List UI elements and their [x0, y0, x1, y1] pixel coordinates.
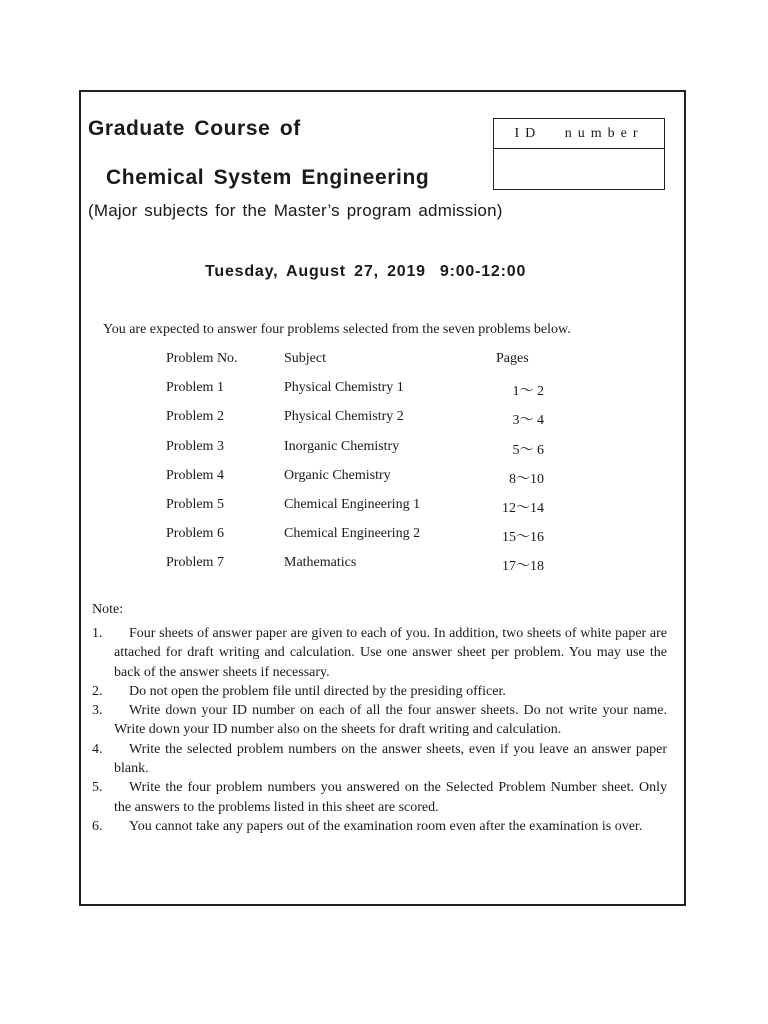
exam-datetime — [205, 263, 526, 281]
exam-time: 9:00-12:00 — [439, 263, 527, 280]
note-number: 5. — [92, 780, 103, 796]
note-number: 2. — [92, 683, 103, 699]
note-text: Four sheets of answer paper are given to each of you. In addition, two sheets of white paper are attached for draft writing and calculation. Use one answer sheet per problem. You may use the back of the answer sheets if necessary. — [114, 626, 667, 680]
subtitle: (Major subjects for the Master’s program admission) — [88, 201, 503, 220]
note-number: 6. — [92, 818, 103, 834]
list-item — [92, 778, 667, 817]
problem-pages: 15〜16 — [502, 530, 544, 546]
problem-number: Problem 2 — [166, 409, 224, 425]
problem-number: Problem 5 — [166, 496, 224, 512]
note-number: 1. — [92, 626, 103, 641]
problem-pages: 8〜10 — [509, 471, 544, 487]
problem-subject: Mathematics — [284, 555, 357, 571]
title-line-2: Chemical System Engineering — [106, 166, 430, 189]
problem-number: Problem 1 — [166, 380, 224, 396]
problem-subject: Chemical Engineering 1 — [284, 496, 421, 512]
problem-number: Problem 7 — [166, 555, 224, 571]
note-number: 3. — [92, 703, 103, 719]
exam-date: Tuesday, August 27, 2019 — [205, 263, 426, 280]
problem-pages: 3〜 4 — [512, 413, 544, 429]
id-number-label: ID number — [494, 119, 664, 149]
note-text: You cannot take any papers out of the examination room even after the examination is over. — [129, 818, 643, 834]
note-text: Write down your ID number on each of all the four answer sheets. Do not write your name. Write down your ID number also on the sheets for draft writing and calculation. — [114, 703, 667, 738]
problem-subject: Inorganic Chemistry — [284, 438, 400, 454]
notes-list — [92, 624, 667, 836]
notes-title: Note: — [92, 602, 124, 617]
problem-pages: 1〜 2 — [512, 384, 544, 400]
list-item — [92, 740, 667, 779]
note-text: Write the selected problem numbers on the answer sheets, even if you leave an answer paper blank. — [114, 741, 667, 777]
list-item — [92, 682, 667, 701]
problem-number: Problem 6 — [166, 526, 224, 542]
instructions-text: You are expected to answer four problems selected from the seven problems below. — [103, 322, 571, 337]
note-number: 4. — [92, 741, 103, 757]
problem-number: Problem 4 — [166, 467, 224, 483]
problem-number: Problem 3 — [166, 438, 224, 454]
problem-subject: Physical Chemistry 1 — [284, 380, 404, 396]
header-problem-no: Problem No. — [166, 351, 238, 366]
list-item — [92, 817, 667, 836]
note-text: Write the four problem numbers you answered on the Selected Problem Number sheet. Only the answers to the problems listed in this sheet are scored. — [114, 780, 667, 815]
problem-subject: Chemical Engineering 2 — [284, 526, 421, 542]
list-item — [92, 624, 667, 682]
problem-subject: Physical Chemistry 2 — [284, 409, 404, 425]
note-text: Do not open the problem file until directed by the presiding officer. — [129, 683, 506, 699]
title-line-1: Graduate Course of — [88, 117, 301, 140]
header-subject: Subject — [284, 351, 326, 366]
header-pages: Pages — [496, 351, 529, 366]
problem-pages: 5〜 6 — [512, 442, 544, 458]
list-item — [92, 701, 667, 740]
problem-subject: Organic Chemistry — [284, 467, 391, 483]
problem-pages: 17〜18 — [502, 559, 544, 575]
problem-pages: 12〜14 — [502, 500, 544, 516]
id-number-box — [493, 118, 665, 190]
